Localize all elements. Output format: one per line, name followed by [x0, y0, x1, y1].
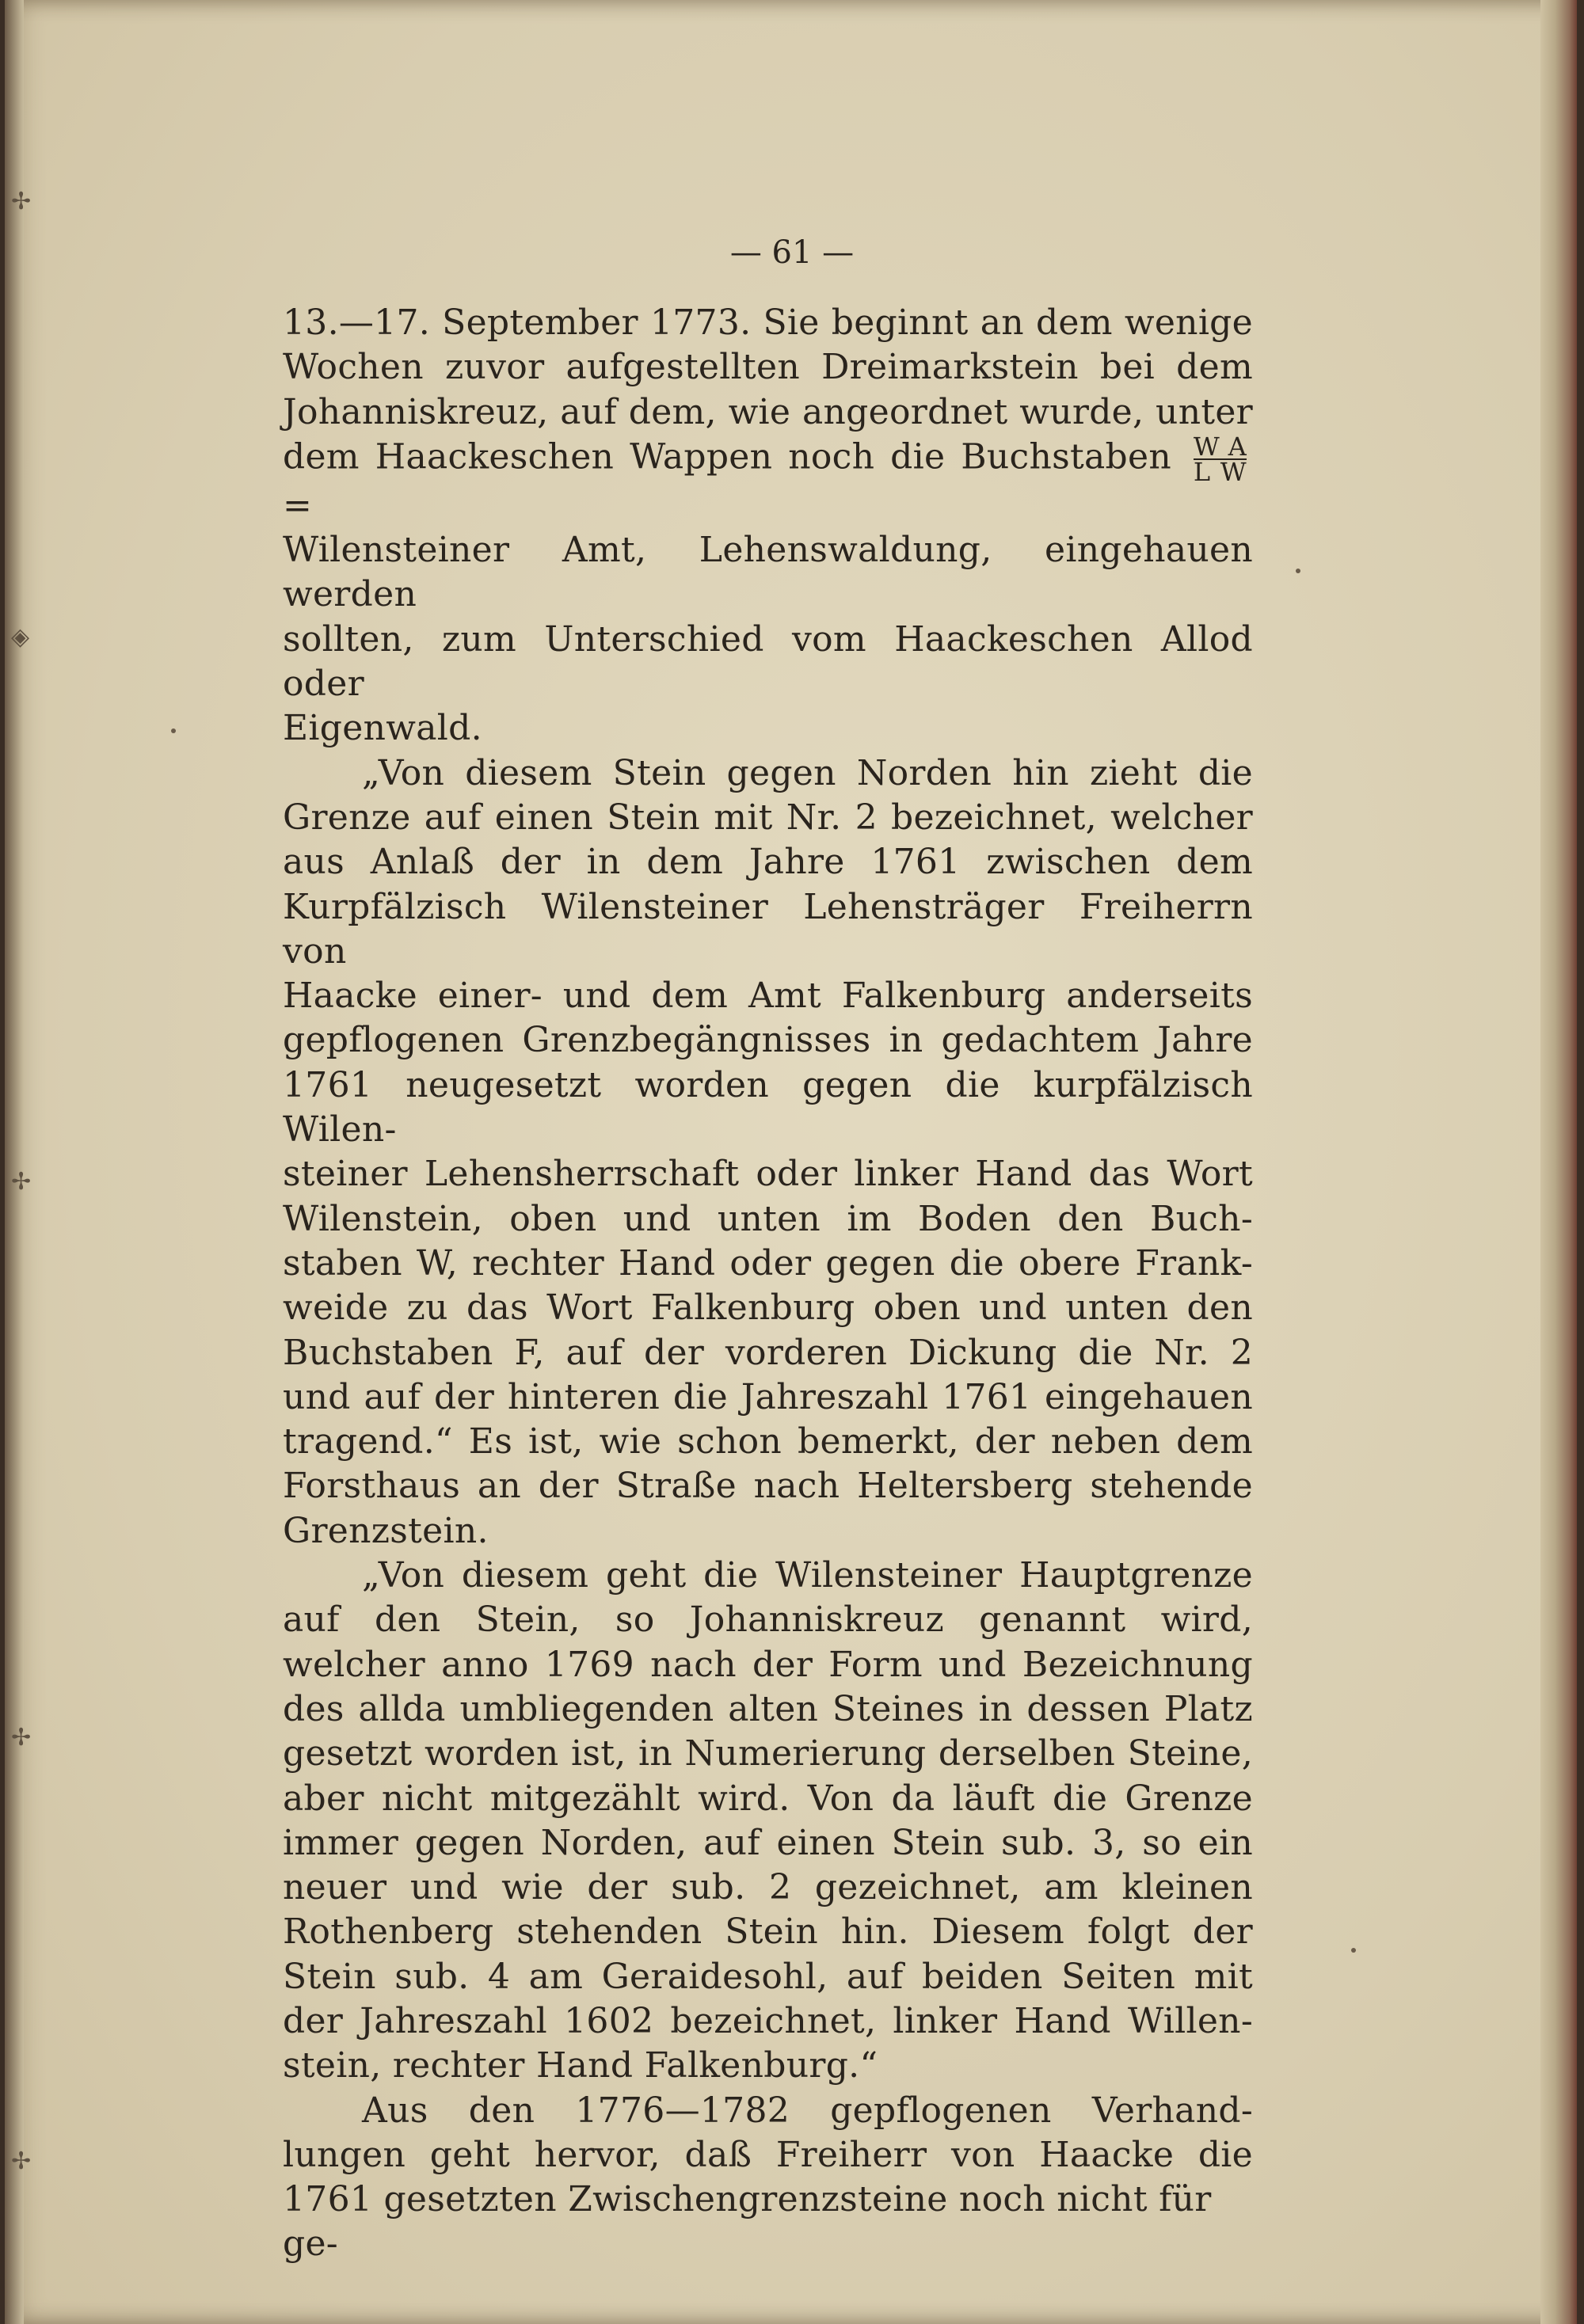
- text-line: Wilenstein, oben und unten im Boden den Buch-: [283, 1198, 1253, 1239]
- text-line: Rothenberg stehenden Stein hin. Diesem folgt der: [283, 1911, 1253, 1953]
- text-line: tragend.“ Es ist, wie schon bemerkt, der neben dem: [283, 1421, 1253, 1462]
- paragraph: [283, 2089, 1253, 2267]
- text-line: steiner Lehensherrschaft oder linker Hand das Wort: [283, 1154, 1253, 1195]
- page-edge: [1540, 0, 1577, 2324]
- equals-sign: =: [283, 485, 313, 526]
- text-line: Haacke einer- und dem Amt Falkenburg anderseits: [283, 976, 1253, 1017]
- text-line: sollten, zum Unterschied vom Haackeschen Allod oder: [283, 618, 1253, 705]
- text-line: gepflogenen Grenzbegängnisses in gedachtem Jahre: [283, 1020, 1253, 1061]
- text-line: immer gegen Norden, auf einen Stein sub. 3, so ein: [283, 1822, 1253, 1863]
- text-line: lungen geht hervor, daß Freiherr von Haacke die: [283, 2134, 1253, 2175]
- page-number: — 61 —: [729, 234, 855, 271]
- binding-thread-mark: ✢: [11, 2147, 32, 2175]
- text-line: Wochen zuvor aufgestellten Dreimarkstein bei dem: [283, 347, 1253, 388]
- text-line: 13.—17. September 1773. Sie beginnt an dem wenige: [283, 302, 1253, 343]
- letter-fraction: [1193, 431, 1247, 487]
- text-line: staben W, rechter Hand oder gegen die obere Frank-: [283, 1242, 1253, 1284]
- text-line: gesetzt worden ist, in Numerierung derselben Steine,: [283, 1733, 1253, 1774]
- text-line: der Jahreszahl 1602 bezeichnet, linker Hand Willen-: [283, 2000, 1253, 2041]
- text-line: 1761 neugesetzt worden gegen die kurpfälzisch Wilen-: [283, 1064, 1253, 1151]
- binding-thread-mark: ✢: [11, 188, 32, 215]
- binding-thread-mark: ✢: [11, 1724, 32, 1752]
- text-line: stein, rechter Hand Falkenburg.“: [283, 2045, 878, 2086]
- text-line: „Von diesem geht die Wilensteiner Hauptgrenze: [362, 1555, 1253, 1596]
- text-line: Forsthaus an der Straße nach Heltersberg stehende: [283, 1466, 1253, 1507]
- text-line: Grenze auf einen Stein mit Nr. 2 bezeichnet, welcher: [283, 797, 1253, 838]
- binding-thread-mark: ✢: [11, 1168, 32, 1196]
- margin-speck: [171, 728, 176, 733]
- text-line: neuer und wie der sub. 2 gezeichnet, am kleinen: [283, 1867, 1253, 1908]
- text-line: Kurpfälzisch Wilensteiner Lehensträger Freiherrn von: [283, 886, 1253, 972]
- text-line: welcher anno 1769 nach der Form und Bezeichnung: [283, 1644, 1253, 1685]
- paragraph: [283, 301, 1253, 751]
- margin-speck: [1351, 1948, 1356, 1953]
- text-line-with-fraction: [283, 431, 1253, 528]
- fraction-bottom: L W: [1193, 456, 1247, 487]
- fraction-top: W A: [1193, 431, 1247, 462]
- page-binding: [5, 0, 24, 2324]
- text-line: aber nicht mitgezählt wird. Von da läuft die Grenze: [283, 1778, 1253, 1819]
- margin-speck: [1296, 569, 1300, 573]
- text-line: Johanniskreuz, auf dem, wie angeordnet wurde, unter: [283, 391, 1253, 432]
- text-line: Eigenwald.: [283, 708, 482, 749]
- text-line: Grenzstein.: [283, 1510, 489, 1551]
- text-segment: dem Haackeschen Wappen noch die Buchstaben: [283, 436, 1171, 477]
- binding-thread-mark: ◈: [11, 623, 30, 651]
- body-text: [283, 301, 1253, 2267]
- paragraph: [283, 1554, 1253, 2089]
- text-line: auf den Stein, so Johanniskreuz genannt wird,: [283, 1599, 1253, 1641]
- text-line: Buchstaben F, auf der vorderen Dickung die Nr. 2: [283, 1332, 1253, 1373]
- text-line: aus Anlaß der in dem Jahre 1761 zwischen dem: [283, 842, 1253, 883]
- text-line: Wilensteiner Amt, Lehenswaldung, eingehauen werden: [283, 530, 1253, 615]
- text-line: Stein sub. 4 am Geraidesohl, auf beiden Seiten mit: [283, 1956, 1253, 1997]
- text-line: „Von diesem Stein gegen Norden hin zieht die: [362, 752, 1253, 793]
- text-line: des allda umbliegenden alten Steines in dessen Platz: [283, 1688, 1253, 1729]
- paragraph: [283, 751, 1253, 1554]
- text-line: und auf der hinteren die Jahreszahl 1761 eingehauen: [283, 1376, 1253, 1417]
- text-line: weide zu das Wort Falkenburg oben und unten den: [283, 1288, 1253, 1329]
- text-line: 1761 gesetzten Zwischengrenzsteine noch nicht für ge-: [283, 2179, 1212, 2265]
- text-line: Aus den 1776—1782 gepflogenen Verhand-: [362, 2090, 1253, 2131]
